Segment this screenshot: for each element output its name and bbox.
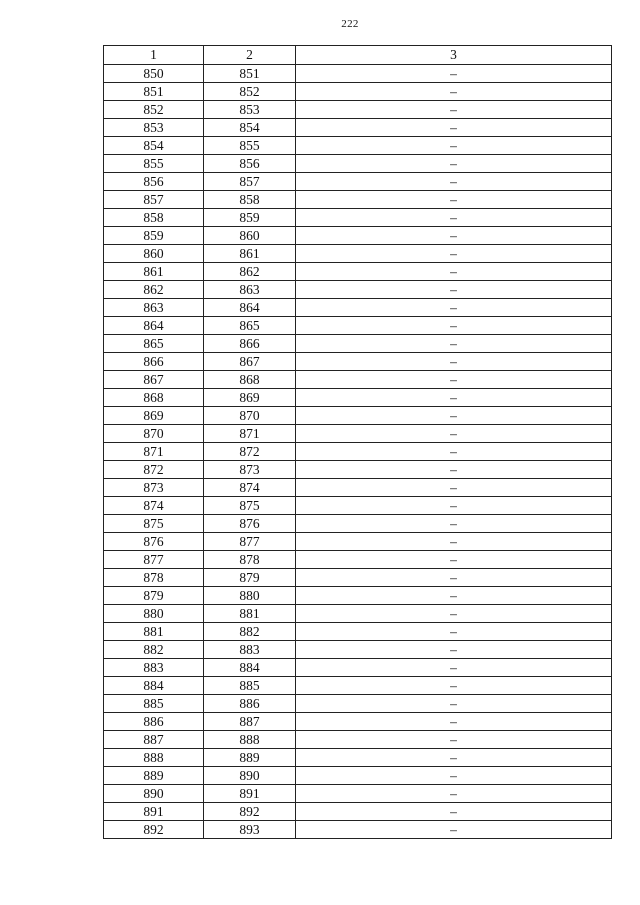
table-cell-col2: 856 [204,155,296,173]
table-cell-col2: 880 [204,587,296,605]
table-cell-col3: – [296,551,612,569]
table-row [104,245,612,263]
table-cell-col1: 853 [104,119,204,137]
table-cell-col1: 857 [104,191,204,209]
table-row [104,101,612,119]
table-cell-col1: 875 [104,515,204,533]
table-row [104,731,612,749]
table-cell-col1: 879 [104,587,204,605]
table-row [104,83,612,101]
table-cell-col3: – [296,119,612,137]
table-cell-col1: 856 [104,173,204,191]
column-header-3: 3 [296,46,612,65]
table-cell-col3: – [296,587,612,605]
table-row [104,443,612,461]
table-cell-col1: 887 [104,731,204,749]
table-cell-col2: 891 [204,785,296,803]
table-cell-col2: 879 [204,569,296,587]
table-row [104,371,612,389]
table-cell-col3: – [296,191,612,209]
table-cell-col1: 852 [104,101,204,119]
table-cell-col3: – [296,389,612,407]
table-cell-col2: 868 [204,371,296,389]
table-cell-col2: 885 [204,677,296,695]
column-header-2: 2 [204,46,296,65]
table-cell-col3: – [296,227,612,245]
table-cell-col1: 860 [104,245,204,263]
table-row [104,209,612,227]
table-cell-col3: – [296,767,612,785]
table-cell-col3: – [296,83,612,101]
table-cell-col1: 890 [104,785,204,803]
table-cell-col1: 889 [104,767,204,785]
table-cell-col2: 884 [204,659,296,677]
table-cell-col2: 883 [204,641,296,659]
table-row [104,677,612,695]
table-cell-col2: 878 [204,551,296,569]
table-cell-col2: 890 [204,767,296,785]
table-cell-col1: 869 [104,407,204,425]
table-cell-col3: – [296,407,612,425]
table-cell-col1: 871 [104,443,204,461]
table-cell-col3: – [296,605,612,623]
table-row [104,65,612,83]
table-cell-col1: 866 [104,353,204,371]
table-cell-col1: 861 [104,263,204,281]
header-row [104,46,612,65]
table-cell-col2: 888 [204,731,296,749]
table-cell-col2: 892 [204,803,296,821]
table-cell-col2: 857 [204,173,296,191]
table-cell-col2: 876 [204,515,296,533]
table-cell-col1: 874 [104,497,204,515]
table-row [104,407,612,425]
table-cell-col1: 886 [104,713,204,731]
table-row [104,659,612,677]
table-cell-col2: 882 [204,623,296,641]
table-cell-col3: – [296,299,612,317]
table-cell-col1: 872 [104,461,204,479]
table-cell-col2: 871 [204,425,296,443]
table-row [104,515,612,533]
table-cell-col2: 864 [204,299,296,317]
table-cell-col2: 893 [204,821,296,839]
table-cell-col1: 851 [104,83,204,101]
table-cell-col3: – [296,353,612,371]
table-cell-col3: – [296,317,612,335]
column-header-1: 1 [104,46,204,65]
table-row [104,119,612,137]
table-cell-col3: – [296,803,612,821]
table-row [104,353,612,371]
table-cell-col1: 862 [104,281,204,299]
table-cell-col2: 858 [204,191,296,209]
table-cell-col2: 862 [204,263,296,281]
table-cell-col3: – [296,749,612,767]
table-cell-col3: – [296,497,612,515]
table-cell-col3: – [296,515,612,533]
table-cell-col1: 854 [104,137,204,155]
table-cell-col1: 859 [104,227,204,245]
table-cell-col3: – [296,155,612,173]
table-row [104,569,612,587]
table-cell-col3: – [296,569,612,587]
table-cell-col2: 860 [204,227,296,245]
table-cell-col3: – [296,695,612,713]
table-cell-col2: 854 [204,119,296,137]
table-cell-col1: 891 [104,803,204,821]
table-row [104,137,612,155]
table-cell-col3: – [296,245,612,263]
table-cell-col2: 855 [204,137,296,155]
table-cell-col1: 873 [104,479,204,497]
table-header [104,46,612,65]
table-cell-col1: 867 [104,371,204,389]
table-cell-col2: 873 [204,461,296,479]
table-cell-col3: – [296,65,612,83]
table-cell-col3: – [296,137,612,155]
table-row [104,317,612,335]
table-cell-col1: 885 [104,695,204,713]
table-cell-col3: – [296,173,612,191]
table-cell-col3: – [296,371,612,389]
table-cell-col1: 858 [104,209,204,227]
table-cell-col3: – [296,461,612,479]
table-cell-col2: 852 [204,83,296,101]
table-row [104,281,612,299]
table-cell-col1: 880 [104,605,204,623]
table-cell-col3: – [296,623,612,641]
table-cell-col3: – [296,209,612,227]
table-cell-col1: 892 [104,821,204,839]
table-cell-col3: – [296,533,612,551]
table-cell-col2: 861 [204,245,296,263]
table-cell-col1: 863 [104,299,204,317]
table-cell-col2: 877 [204,533,296,551]
table-cell-col2: 851 [204,65,296,83]
table-cell-col1: 865 [104,335,204,353]
table-cell-col2: 863 [204,281,296,299]
table-cell-col2: 875 [204,497,296,515]
table-cell-col2: 872 [204,443,296,461]
table-cell-col1: 877 [104,551,204,569]
table-row [104,191,612,209]
table-cell-col1: 888 [104,749,204,767]
table-cell-col1: 864 [104,317,204,335]
table-cell-col2: 889 [204,749,296,767]
table-cell-col1: 878 [104,569,204,587]
table-cell-col1: 881 [104,623,204,641]
table-row [104,821,612,839]
table-cell-col3: – [296,479,612,497]
table-row [104,713,612,731]
table-cell-col2: 874 [204,479,296,497]
table-cell-col2: 870 [204,407,296,425]
table-cell-col1: 855 [104,155,204,173]
table-cell-col3: – [296,677,612,695]
table-row [104,335,612,353]
table-cell-col2: 886 [204,695,296,713]
table-cell-col2: 859 [204,209,296,227]
table-cell-col1: 882 [104,641,204,659]
table-cell-col3: – [296,641,612,659]
table-row [104,785,612,803]
table-cell-col1: 870 [104,425,204,443]
table-cell-col2: 869 [204,389,296,407]
table-cell-col2: 865 [204,317,296,335]
table-row [104,695,612,713]
table-cell-col3: – [296,101,612,119]
table-cell-col3: – [296,785,612,803]
table-cell-col3: – [296,263,612,281]
table-cell-col3: – [296,425,612,443]
table-row [104,497,612,515]
table-body [104,65,612,839]
data-table [103,45,612,839]
table-cell-col2: 867 [204,353,296,371]
table-row [104,155,612,173]
table-cell-col3: – [296,281,612,299]
table-cell-col3: – [296,821,612,839]
table-row [104,461,612,479]
table-cell-col1: 883 [104,659,204,677]
page-number: 222 [341,18,359,30]
table-row [104,389,612,407]
table-cell-col1: 850 [104,65,204,83]
table-row [104,479,612,497]
table-row [104,587,612,605]
table-cell-col2: 887 [204,713,296,731]
table-cell-col1: 868 [104,389,204,407]
table-row [104,533,612,551]
table-row [104,605,612,623]
table-cell-col1: 884 [104,677,204,695]
table-cell-col3: – [296,659,612,677]
table-row [104,749,612,767]
table-row [104,227,612,245]
table-row [104,263,612,281]
table-cell-col2: 853 [204,101,296,119]
table-cell-col2: 866 [204,335,296,353]
table-cell-col3: – [296,335,612,353]
table-row [104,173,612,191]
table-row [104,767,612,785]
table-row [104,803,612,821]
table-cell-col3: – [296,713,612,731]
table-cell-col3: – [296,731,612,749]
table-cell-col1: 876 [104,533,204,551]
table-row [104,425,612,443]
table-row [104,299,612,317]
table-row [104,641,612,659]
table-row [104,623,612,641]
table-cell-col3: – [296,443,612,461]
table-cell-col2: 881 [204,605,296,623]
table-row [104,551,612,569]
